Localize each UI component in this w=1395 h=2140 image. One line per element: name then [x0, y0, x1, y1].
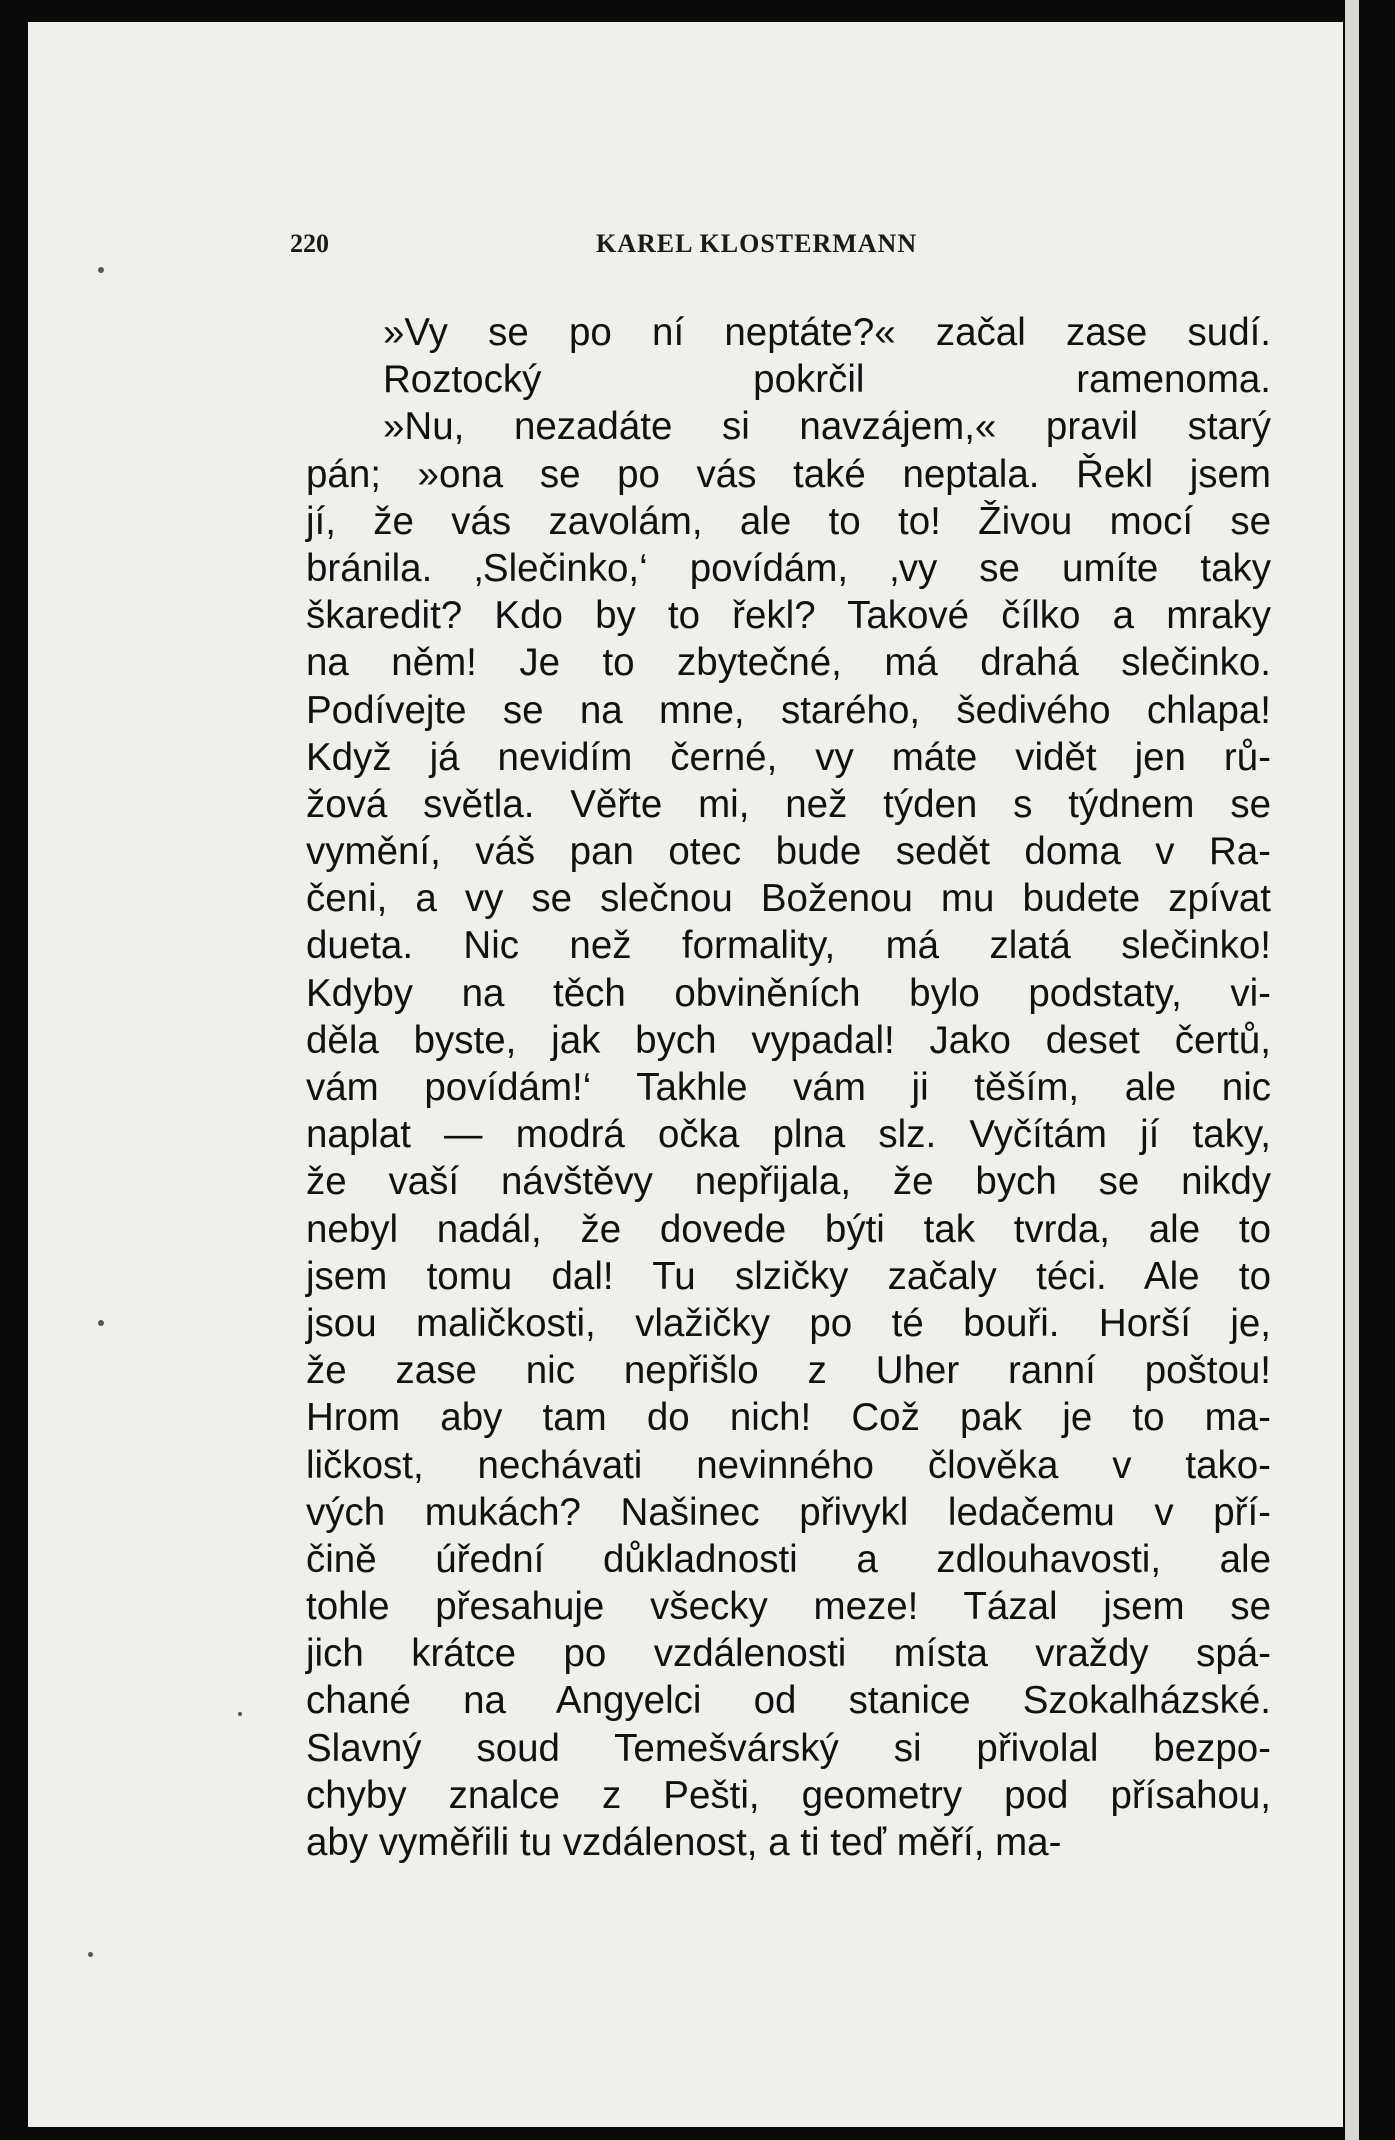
text-line: naplat — modrá očka plna slz. Vyčítám jí taky, [306, 1113, 1271, 1157]
text-line: že zase nic nepřišlo z Uher ranní poštou! [306, 1349, 1271, 1393]
page-edge [1345, 0, 1359, 2140]
text-line: chané na Angyelci od stanice Szokalházské. [306, 1679, 1271, 1723]
text-line: že vaší návštěvy nepřijala, že bych se nikdy [306, 1160, 1271, 1204]
running-head: KAREL KLOSTERMANN [596, 229, 918, 258]
paper-speck [238, 1712, 242, 1716]
text-line: Slavný soud Temešvárský si přivolal bezpo- [306, 1726, 1271, 1770]
text-line: škaredit? Kdo by to řekl? Takové čílko a mraky [306, 594, 1271, 638]
text-line: vymění, váš pan otec bude sedět doma v Ra- [306, 830, 1271, 874]
page-number: 220 [290, 229, 329, 258]
text-line: vám povídám!‘ Takhle vám ji těším, ale nic [306, 1066, 1271, 1109]
text-line: čeni, a vy se slečnou Boženou mu budete zpívat [306, 877, 1271, 921]
text-line: Hrom aby tam do nich! Což pak je to ma- [306, 1396, 1271, 1440]
book-page [28, 22, 1343, 2127]
text-line: jí, že vás zavolám, ale to to! Živou mocí se [306, 499, 1271, 543]
text-line: jsem tomu dal! Tu slzičky začaly téci. Ale to [306, 1254, 1271, 1298]
text-line: Roztocký pokrčil ramenoma. [383, 358, 1271, 402]
text-line: jsou maličkosti, vlažičky po té bouři. Horší je, [306, 1301, 1271, 1345]
text-line: ličkost, nechávati nevinného člověka v tako- [306, 1443, 1271, 1487]
text-line: dueta. Nic než formality, má zlatá slečinko! [306, 924, 1271, 968]
text-line: žová světla. Věřte mi, než týden s týdnem se [306, 782, 1271, 826]
text-line: Když já nevidím černé, vy máte vidět jen rů- [306, 735, 1271, 779]
text-line: děla byste, jak bych vypadal! Jako deset čertů, [306, 1018, 1271, 1062]
text-line: vých mukách? Našinec přivykl ledačemu v pří- [306, 1490, 1271, 1534]
body-text [306, 309, 1271, 1866]
text-line: čině úřední důkladnosti a zdlouhavosti, ale [306, 1537, 1271, 1581]
text-line: jich krátce po vzdálenosti místa vraždy spá- [306, 1632, 1271, 1676]
text-line: Podívejte se na mne, starého, šedivého chlapa! [306, 688, 1271, 732]
paper-speck [98, 1320, 104, 1326]
text-line: nebyl nadál, že dovede býti tak tvrda, ale to [306, 1207, 1271, 1251]
text-line: aby vyměřili tu vzdálenost, a ti teď měří, ma- [306, 1821, 1062, 1864]
text-line: chyby znalce z Pešti, geometry pod přísahou, [306, 1773, 1271, 1817]
text-line: tohle přesahuje všecky meze! Tázal jsem se [306, 1585, 1271, 1629]
text-line: »Vy se po ní neptáte?« začal zase sudí. [383, 311, 1271, 354]
text-line: na něm! Je to zbytečné, má drahá slečinko. [306, 641, 1271, 685]
text-line: Kdyby na těch obviněních bylo podstaty, vi- [306, 971, 1271, 1015]
text-line: pán; »ona se po vás také neptala. Řekl jsem [306, 452, 1271, 496]
text-line: bránila. ‚Slečinko,‘ povídám, ‚vy se umíte taky [306, 546, 1271, 590]
page-header [290, 229, 990, 269]
text-line: »Nu, nezadáte si navzájem,« pravil starý [383, 405, 1271, 449]
paper-speck [88, 1952, 93, 1957]
paper-speck [98, 267, 104, 273]
